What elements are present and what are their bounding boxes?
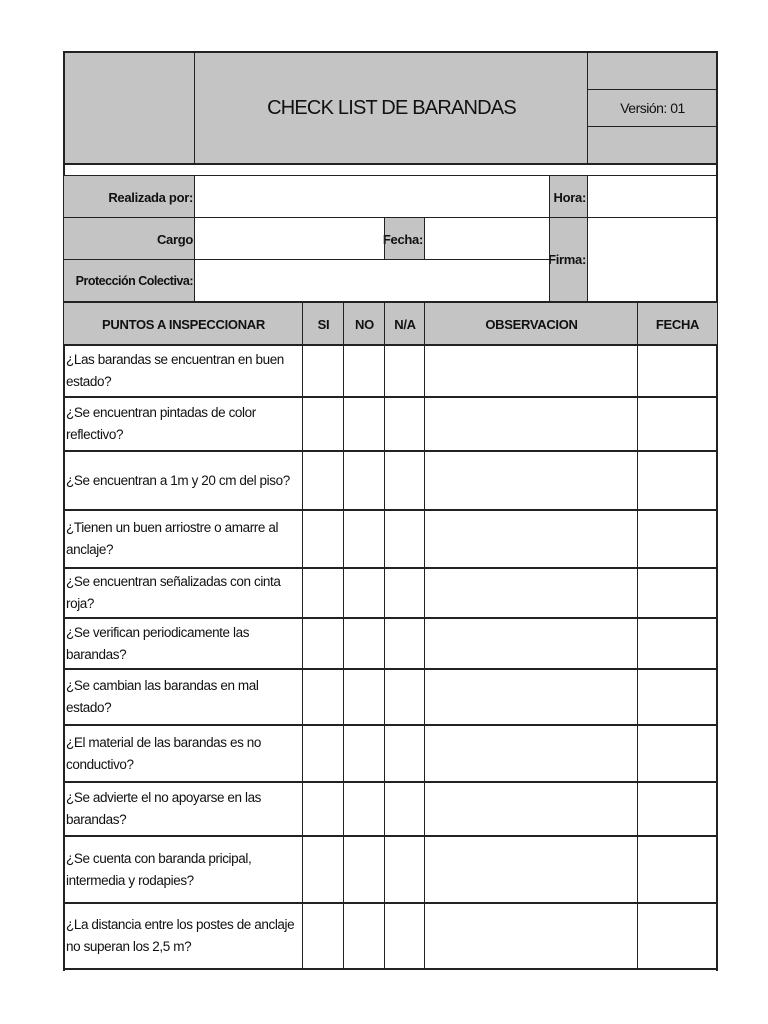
hora-field[interactable] <box>588 176 717 218</box>
proteccion-field[interactable] <box>195 260 550 302</box>
version-label: Versión: 01 <box>620 100 685 116</box>
cargo-label: Cargo <box>156 231 193 247</box>
question-text: ¿Las barandas se encuentran en buen estado? <box>66 352 284 389</box>
firma-field[interactable] <box>588 218 717 302</box>
cargo-field[interactable] <box>195 218 385 260</box>
firma-label: Firma: <box>548 251 586 267</box>
fecha-field[interactable] <box>425 218 550 260</box>
question-text: ¿La distancia entre los postes de anclaje no superan los 2,5 m? <box>66 917 295 954</box>
col-header-fecha: FECHA <box>655 316 700 332</box>
realizada-por-field[interactable] <box>195 176 550 218</box>
question-text: ¿Se advierte el no apoyarse en las barandas? <box>66 790 262 827</box>
document-title: CHECK LIST DE BARANDAS <box>267 96 516 119</box>
question-text: ¿Se encuentran pintadas de color reflectivo? <box>66 405 256 442</box>
col-header-si: SI <box>317 316 330 332</box>
question-text: ¿Se cuenta con baranda pricipal, intermedia y rodapies? <box>66 850 252 888</box>
header-logo-cell <box>64 52 195 164</box>
hora-label: Hora: <box>553 189 586 205</box>
col-header-na: N/A <box>394 316 416 332</box>
question-text: ¿Se cambian las barandas en mal estado? <box>66 678 259 715</box>
fecha-label: Fecha: <box>382 231 423 247</box>
col-header-puntos: PUNTOS A INSPECCIONAR <box>102 316 265 332</box>
question-text: ¿Se verifican periodicamente las barandas? <box>66 624 250 662</box>
proteccion-label: Protección Colectiva: <box>75 274 193 288</box>
realizada-por-label: Realizada por: <box>108 189 193 205</box>
question-text: ¿Tienen un buen arriostre o amarre al anclaje? <box>66 520 279 557</box>
question-text: ¿El material de las barandas es no conductivo? <box>66 734 262 772</box>
col-header-observacion: OBSERVACION <box>485 316 578 332</box>
question-text: ¿Se encuentran señalizadas con cinta roja? <box>66 574 281 611</box>
col-header-no: NO <box>355 316 374 332</box>
question-text: ¿Se encuentran a 1m y 20 cm del piso? <box>66 472 290 488</box>
